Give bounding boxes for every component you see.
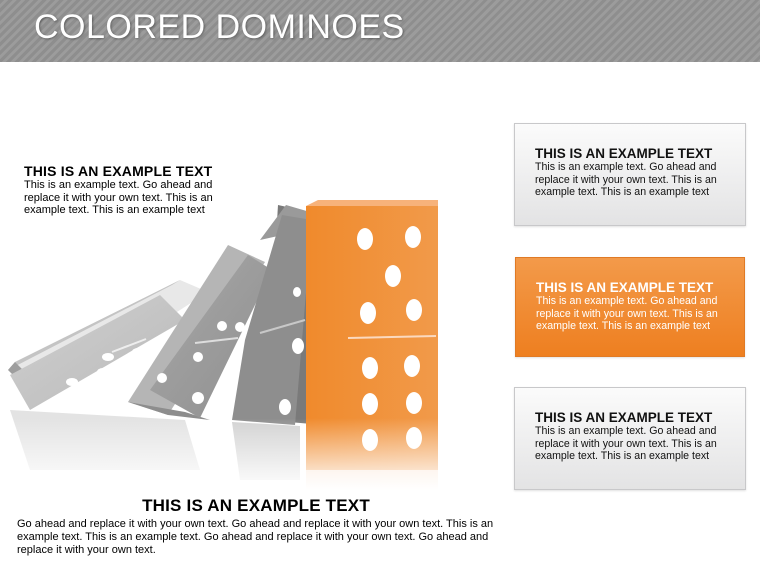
card-heading: THIS IS AN EXAMPLE TEXT: [535, 410, 713, 425]
card-heading: THIS IS AN EXAMPLE TEXT: [536, 280, 714, 295]
bottom-text-block: [17, 496, 495, 557]
card-body: This is an example text. Go ahead and replace it with your own text. This is an example text. This is an example text: [535, 425, 717, 463]
dominoes-illustration: [0, 190, 500, 490]
title-bar: [0, 0, 760, 62]
card-heading: THIS IS AN EXAMPLE TEXT: [535, 146, 713, 161]
card-body: This is an example text. Go ahead and replace it with your own text. This is an example text. This is an example text: [536, 295, 718, 333]
info-card-1: [514, 123, 746, 226]
slide-title: COLORED DOMINOES: [34, 8, 405, 46]
left-body: This is an example text. Go ahead and replace it with your own text. This is an example text. This is an example text: [24, 179, 213, 217]
card-body: This is an example text. Go ahead and replace it with your own text. This is an example text. This is an example text: [535, 161, 717, 199]
bottom-body: Go ahead and replace it with your own text. Go ahead and replace it with your own text. This is an example text. This is an example text. Go ahead and replace it with your own text. Go ahead and replace it with your own text.: [17, 518, 494, 556]
left-heading: THIS IS AN EXAMPLE TEXT: [24, 163, 213, 179]
info-card-3: [514, 387, 746, 490]
bottom-heading: THIS IS AN EXAMPLE TEXT: [142, 496, 370, 515]
info-card-2: [515, 257, 745, 357]
